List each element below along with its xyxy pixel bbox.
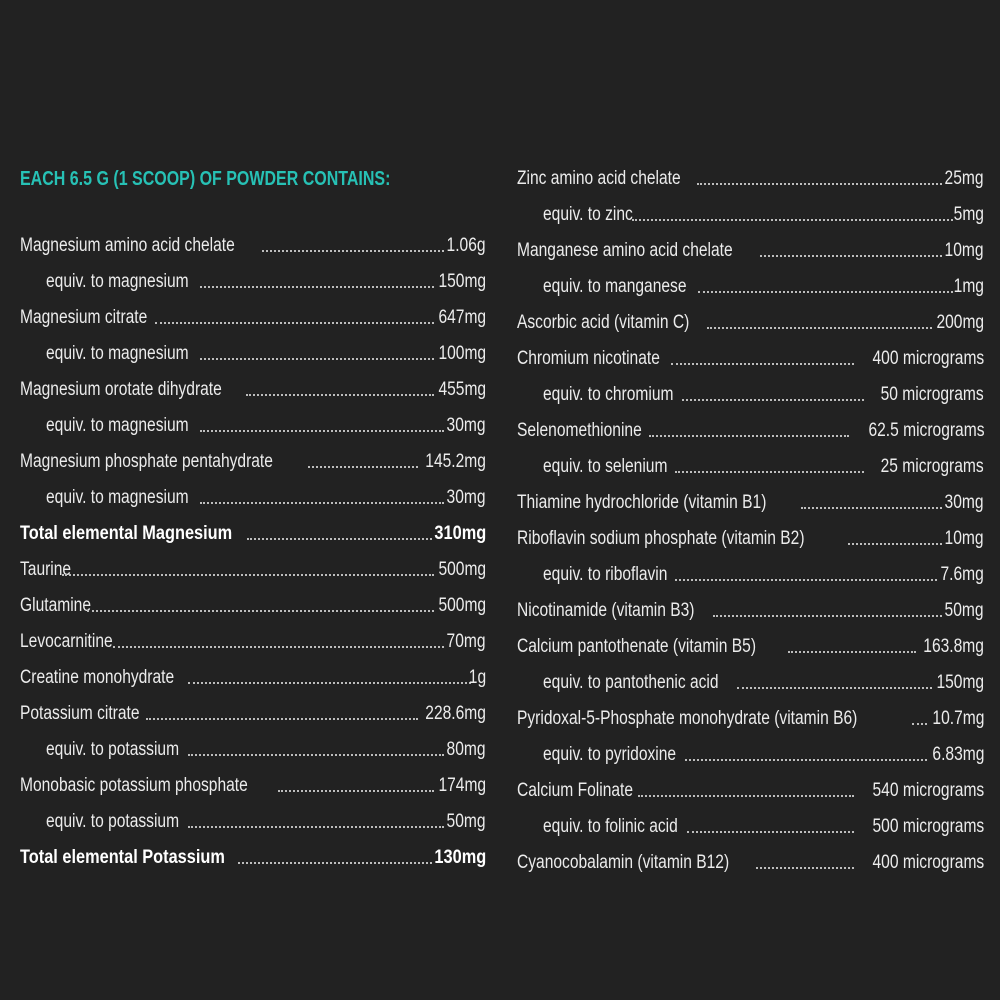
ingredient-amount: 25mg — [945, 168, 984, 189]
ingredient-amount: 25 micrograms — [880, 456, 984, 477]
ingredient-amount: 1g — [468, 667, 486, 688]
ingredient-amount: 163.8mg — [923, 636, 984, 657]
ingredient-name: Ascorbic acid (vitamin C) — [517, 312, 690, 333]
dot-leader — [155, 322, 434, 324]
ingredient-amount: 10mg — [945, 240, 984, 261]
dot-leader — [756, 867, 854, 869]
dot-leader — [188, 682, 471, 684]
ingredient-amount: 150mg — [936, 672, 984, 693]
ingredient-row — [517, 593, 984, 629]
ingredient-amount: 310mg — [434, 523, 486, 544]
ingredient-name: Calcium Folinate — [517, 780, 634, 801]
dot-leader — [638, 795, 853, 797]
dot-leader — [238, 862, 431, 864]
ingredient-name: Total elemental Magnesium — [20, 523, 233, 544]
dot-leader — [737, 687, 932, 689]
ingredient-amount: 10mg — [945, 528, 984, 549]
dot-leader — [760, 255, 942, 257]
ingredient-row — [517, 269, 984, 305]
dot-leader — [685, 759, 926, 761]
ingredient-name: Monobasic potassium phosphate — [20, 775, 248, 796]
ingredient-name: Potassium citrate — [20, 703, 140, 724]
ingredient-row — [517, 773, 984, 809]
ingredient-row — [20, 228, 486, 264]
ingredient-name: Total elemental Potassium — [20, 847, 225, 868]
dot-leader — [675, 579, 937, 581]
ingredient-name: equiv. to pyridoxine — [543, 744, 677, 765]
ingredient-row — [517, 485, 984, 521]
dot-leader — [247, 538, 432, 540]
ingredient-row — [517, 737, 984, 773]
ingredient-amount: 10.7mg — [932, 708, 984, 729]
ingredient-name: Selenomethionine — [517, 420, 642, 441]
ingredient-name: Magnesium phosphate pentahydrate — [20, 451, 273, 472]
dot-leader — [912, 723, 927, 725]
ingredient-amount: 50mg — [945, 600, 984, 621]
ingredient-amount: 500mg — [438, 595, 486, 616]
ingredient-name: equiv. to zinc — [543, 204, 633, 225]
ingredient-name: Manganese amino acid chelate — [517, 240, 733, 261]
ingredient-name: Levocarnitine — [20, 631, 113, 652]
ingredient-amount: 50mg — [447, 811, 486, 832]
ingredient-amount: 145.2mg — [425, 451, 486, 472]
total-row — [20, 516, 486, 552]
dot-leader — [146, 718, 418, 720]
ingredient-amount: 6.83mg — [932, 744, 984, 765]
ingredient-row — [517, 161, 984, 197]
ingredient-row — [20, 264, 486, 300]
ingredient-row — [20, 624, 486, 660]
ingredient-name: equiv. to magnesium — [46, 487, 189, 508]
ingredient-amount: 30mg — [447, 487, 486, 508]
ingredient-amount: 80mg — [447, 739, 486, 760]
ingredient-name: Glutamine — [20, 595, 92, 616]
ingredient-amount: 174mg — [438, 775, 486, 796]
dot-leader — [200, 502, 444, 504]
dot-leader — [262, 250, 444, 252]
ingredient-row — [517, 233, 984, 269]
ingredient-name: Calcium pantothenate (vitamin B5) — [517, 636, 757, 657]
dot-leader — [707, 327, 932, 329]
ingredient-name: Cyanocobalamin (vitamin B12) — [517, 852, 730, 873]
dot-leader — [788, 651, 916, 653]
ingredient-row — [517, 413, 984, 449]
dot-leader — [87, 610, 434, 612]
dot-leader — [278, 790, 434, 792]
ingredient-name: equiv. to riboflavin — [543, 564, 668, 585]
ingredient-amount: 70mg — [447, 631, 486, 652]
ingredient-name: Zinc amino acid chelate — [517, 168, 681, 189]
dot-leader — [200, 430, 444, 432]
ingredient-row — [517, 377, 984, 413]
ingredient-name: equiv. to folinic acid — [543, 816, 678, 837]
ingredient-row — [20, 552, 486, 588]
ingredient-row — [517, 305, 984, 341]
total-row — [20, 840, 486, 876]
ingredient-name: Riboflavin sodium phosphate (vitamin B2) — [517, 528, 805, 549]
dot-leader — [632, 219, 953, 221]
ingredient-row — [517, 629, 984, 665]
ingredient-amount: 1mg — [953, 276, 984, 297]
ingredient-amount: 500 micrograms — [872, 816, 984, 837]
ingredient-name: equiv. to chromium — [543, 384, 674, 405]
ingredient-row — [20, 696, 486, 732]
dot-leader — [246, 394, 434, 396]
dot-leader — [682, 399, 864, 401]
dot-leader — [188, 826, 444, 828]
ingredient-name: equiv. to selenium — [543, 456, 668, 477]
ingredient-row — [20, 588, 486, 624]
ingredient-name: equiv. to potassium — [46, 811, 180, 832]
dot-leader — [62, 574, 433, 576]
ingredient-row — [517, 197, 984, 233]
ingredient-name: Pyridoxal-5-Phosphate monohydrate (vitamin B6) — [517, 708, 858, 729]
ingredient-name: equiv. to manganese — [543, 276, 687, 297]
ingredient-amount: 400 micrograms — [872, 348, 984, 369]
ingredient-amount: 500mg — [438, 559, 486, 580]
ingredient-name: Nicotinamide (vitamin B3) — [517, 600, 695, 621]
ingredient-row — [517, 809, 984, 845]
section-heading: EACH 6.5 G (1 SCOOP) OF POWDER CONTAINS: — [20, 168, 391, 190]
ingredient-amount: 30mg — [447, 415, 486, 436]
ingredient-amount: 50 micrograms — [880, 384, 984, 405]
dot-leader — [308, 466, 418, 468]
ingredient-amount: 30mg — [945, 492, 984, 513]
ingredient-name: equiv. to magnesium — [46, 415, 189, 436]
ingredient-amount: 150mg — [438, 271, 486, 292]
ingredient-amount: 100mg — [438, 343, 486, 364]
ingredient-row — [517, 341, 984, 377]
ingredient-row — [517, 557, 984, 593]
dot-leader — [687, 831, 853, 833]
ingredient-name: Magnesium amino acid chelate — [20, 235, 235, 256]
ingredient-name: Magnesium orotate dihydrate — [20, 379, 222, 400]
ingredient-amount: 5mg — [953, 204, 984, 225]
ingredient-amount: 455mg — [438, 379, 486, 400]
dot-leader — [801, 507, 942, 509]
ingredient-row — [20, 804, 486, 840]
ingredient-name: equiv. to magnesium — [46, 271, 189, 292]
ingredient-row — [20, 480, 486, 516]
ingredient-amount: 130mg — [434, 847, 486, 868]
ingredient-amount: 228.6mg — [425, 703, 486, 724]
ingredient-name: Magnesium citrate — [20, 307, 148, 328]
ingredient-amount: 1.06g — [447, 235, 486, 256]
ingredient-name: equiv. to magnesium — [46, 343, 189, 364]
dot-leader — [698, 291, 953, 293]
ingredient-name: Creatine monohydrate — [20, 667, 175, 688]
ingredient-amount: 540 micrograms — [872, 780, 984, 801]
ingredient-name: equiv. to pantothenic acid — [543, 672, 719, 693]
dot-leader — [675, 471, 865, 473]
ingredient-amount: 7.6mg — [940, 564, 984, 585]
dot-leader — [113, 646, 444, 648]
ingredient-name: equiv. to potassium — [46, 739, 180, 760]
ingredient-amount: 62.5 micrograms — [867, 420, 984, 441]
dot-leader — [713, 615, 942, 617]
ingredient-row — [517, 521, 984, 557]
dot-leader — [697, 183, 943, 185]
ingredient-row — [517, 665, 984, 701]
ingredient-row — [20, 336, 486, 372]
ingredient-name: Thiamine hydrochloride (vitamin B1) — [517, 492, 767, 513]
ingredient-row — [20, 372, 486, 408]
ingredient-row — [20, 408, 486, 444]
ingredient-row — [20, 444, 486, 480]
ingredient-row — [517, 449, 984, 485]
ingredient-row — [20, 660, 486, 696]
ingredient-row — [517, 845, 984, 881]
ingredient-amount: 647mg — [438, 307, 486, 328]
dot-leader — [188, 754, 444, 756]
ingredient-name: Chromium nicotinate — [517, 348, 660, 369]
ingredient-row — [20, 768, 486, 804]
ingredient-row — [517, 701, 984, 737]
dot-leader — [848, 543, 943, 545]
dot-leader — [200, 358, 434, 360]
ingredient-amount: 400 micrograms — [872, 852, 984, 873]
dot-leader — [200, 286, 434, 288]
ingredient-row — [20, 732, 486, 768]
dot-leader — [649, 435, 848, 437]
ingredient-amount: 200mg — [936, 312, 984, 333]
ingredient-name: Taurine — [20, 559, 72, 580]
ingredient-row — [20, 300, 486, 336]
dot-leader — [671, 363, 854, 365]
